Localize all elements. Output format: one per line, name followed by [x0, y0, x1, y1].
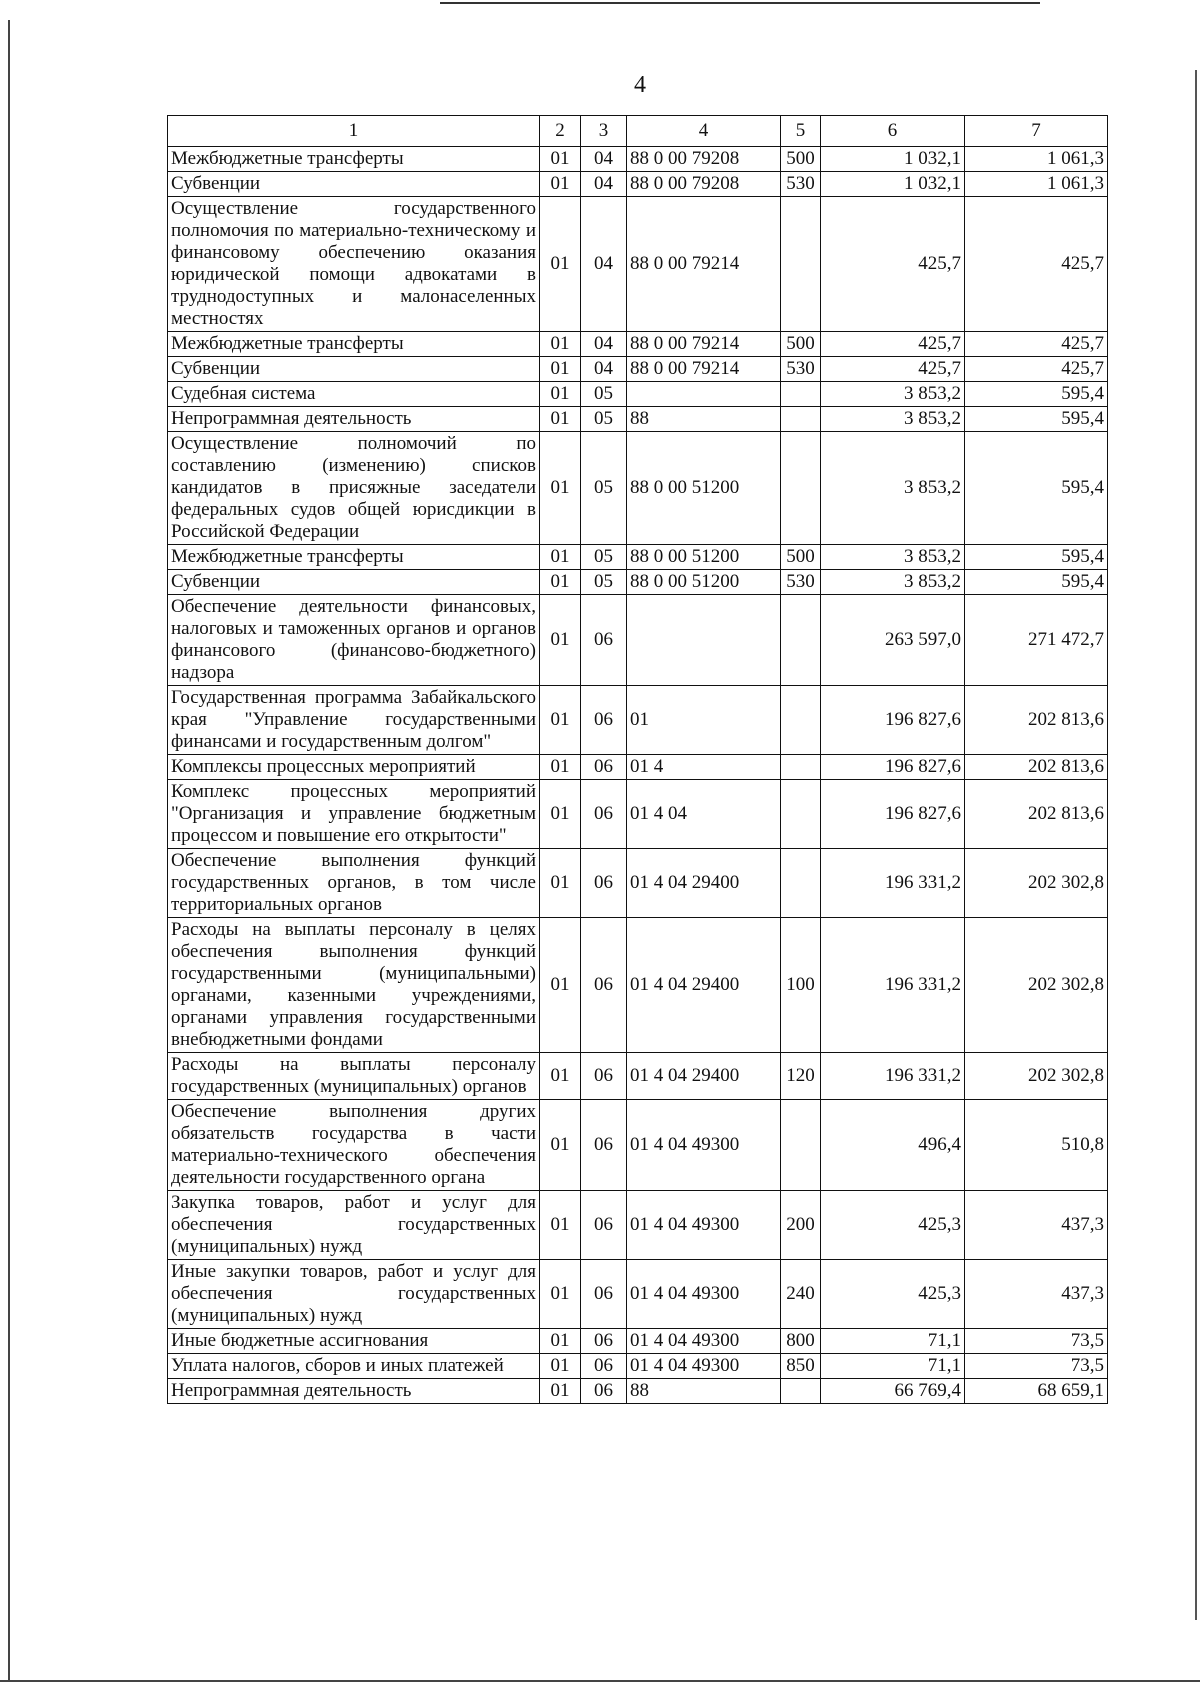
cell-target-article: 01 4 04: [627, 780, 781, 849]
cell-amount-year-1: 425,3: [821, 1260, 965, 1329]
cell-name: Закупка товаров, работ и услуг для обеспечения государственных (муниципальных) нужд: [168, 1191, 540, 1260]
cell-amount-year-2: 202 302,8: [965, 849, 1108, 918]
cell-target-article: 88 0 00 51200: [627, 545, 781, 570]
cell-section: 01: [540, 595, 581, 686]
cell-amount-year-2: 73,5: [965, 1354, 1108, 1379]
cell-expense-type: [781, 197, 821, 332]
cell-name: Осуществление государственного полномочия по материально-техническому и финансовому обеспечению оказания юридической помощи адвокатами в труднодоступных и малонаселенных местностях: [168, 197, 540, 332]
cell-subsection: 05: [581, 432, 627, 545]
header-col-6: 6: [821, 116, 965, 147]
cell-section: 01: [540, 755, 581, 780]
cell-subsection: 05: [581, 382, 627, 407]
cell-name: Иные закупки товаров, работ и услуг для обеспечения государственных (муниципальных) нужд: [168, 1260, 540, 1329]
cell-section: 01: [540, 382, 581, 407]
cell-amount-year-2: 510,8: [965, 1100, 1108, 1191]
table-row: [168, 849, 1108, 918]
cell-expense-type: 530: [781, 172, 821, 197]
cell-target-article: 88 0 00 79214: [627, 357, 781, 382]
table-row: [168, 332, 1108, 357]
table-row: [168, 1191, 1108, 1260]
cell-name: Осуществление полномочий по составлению (изменению) списков кандидатов в присяжные заседатели федеральных судов общей юрисдикции в Российской Федерации: [168, 432, 540, 545]
cell-section: 01: [540, 1053, 581, 1100]
cell-section: 01: [540, 918, 581, 1053]
cell-amount-year-2: 202 302,8: [965, 1053, 1108, 1100]
cell-name: Судебная система: [168, 382, 540, 407]
cell-expense-type: [781, 1100, 821, 1191]
cell-subsection: 04: [581, 357, 627, 382]
cell-name: Комплекс процессных мероприятий "Организация и управление бюджетным процессом и повышение его открытости": [168, 780, 540, 849]
table-row: [168, 382, 1108, 407]
table-row: [168, 1329, 1108, 1354]
cell-section: 01: [540, 357, 581, 382]
cell-amount-year-2: 595,4: [965, 432, 1108, 545]
table-row: [168, 755, 1108, 780]
cell-subsection: 06: [581, 1354, 627, 1379]
cell-target-article: 88 0 00 79214: [627, 197, 781, 332]
cell-expense-type: [781, 595, 821, 686]
cell-section: 01: [540, 432, 581, 545]
cell-expense-type: 500: [781, 147, 821, 172]
cell-target-article: 01 4 04 49300: [627, 1329, 781, 1354]
cell-expense-type: 120: [781, 1053, 821, 1100]
cell-section: 01: [540, 545, 581, 570]
cell-amount-year-2: 425,7: [965, 197, 1108, 332]
cell-subsection: 05: [581, 545, 627, 570]
table-row: [168, 1100, 1108, 1191]
cell-target-article: 88 0 00 79208: [627, 172, 781, 197]
cell-amount-year-1: 3 853,2: [821, 570, 965, 595]
cell-amount-year-1: 425,7: [821, 357, 965, 382]
cell-expense-type: [781, 382, 821, 407]
table-row: [168, 780, 1108, 849]
scan-edge-bottom: [0, 1680, 1200, 1682]
cell-amount-year-2: 437,3: [965, 1260, 1108, 1329]
table-row: [168, 918, 1108, 1053]
cell-amount-year-2: 595,4: [965, 382, 1108, 407]
cell-subsection: 06: [581, 1329, 627, 1354]
cell-target-article: [627, 595, 781, 686]
cell-name: Обеспечение выполнения функций государственных органов, в том числе территориальных органов: [168, 849, 540, 918]
table-row: [168, 357, 1108, 382]
budget-table: [167, 115, 1108, 1404]
table-row: [168, 686, 1108, 755]
cell-amount-year-2: 595,4: [965, 545, 1108, 570]
cell-expense-type: 100: [781, 918, 821, 1053]
cell-subsection: 06: [581, 849, 627, 918]
cell-name: Государственная программа Забайкальского края "Управление государственными финансами и государственным долгом": [168, 686, 540, 755]
cell-expense-type: [781, 849, 821, 918]
cell-target-article: 01 4 04 49300: [627, 1354, 781, 1379]
cell-section: 01: [540, 1354, 581, 1379]
cell-amount-year-2: 271 472,7: [965, 595, 1108, 686]
cell-name: Непрограммная деятельность: [168, 407, 540, 432]
cell-target-article: 88 0 00 79208: [627, 147, 781, 172]
cell-target-article: 01 4 04 29400: [627, 1053, 781, 1100]
cell-name: Непрограммная деятельность: [168, 1379, 540, 1404]
cell-subsection: 06: [581, 1100, 627, 1191]
cell-expense-type: 800: [781, 1329, 821, 1354]
cell-expense-type: [781, 755, 821, 780]
cell-subsection: 06: [581, 1053, 627, 1100]
cell-expense-type: 200: [781, 1191, 821, 1260]
cell-amount-year-1: 196 331,2: [821, 918, 965, 1053]
scan-edge-right: [1195, 70, 1197, 1620]
cell-section: 01: [540, 1100, 581, 1191]
cell-target-article: 01 4 04 29400: [627, 849, 781, 918]
table-row: [168, 172, 1108, 197]
cell-amount-year-2: 202 813,6: [965, 780, 1108, 849]
cell-name: Межбюджетные трансферты: [168, 147, 540, 172]
cell-section: 01: [540, 1379, 581, 1404]
cell-section: 01: [540, 197, 581, 332]
cell-amount-year-2: 595,4: [965, 570, 1108, 595]
table-row: [168, 570, 1108, 595]
cell-amount-year-2: 425,7: [965, 332, 1108, 357]
cell-subsection: 04: [581, 332, 627, 357]
header-col-2: 2: [540, 116, 581, 147]
cell-name: Уплата налогов, сборов и иных платежей: [168, 1354, 540, 1379]
page-number: 4: [634, 72, 646, 98]
cell-section: 01: [540, 570, 581, 595]
cell-section: 01: [540, 1260, 581, 1329]
cell-section: 01: [540, 1191, 581, 1260]
cell-target-article: 88 0 00 79214: [627, 332, 781, 357]
cell-section: 01: [540, 172, 581, 197]
cell-expense-type: [781, 407, 821, 432]
cell-target-article: 88: [627, 407, 781, 432]
table-row: [168, 1260, 1108, 1329]
cell-name: Межбюджетные трансферты: [168, 332, 540, 357]
table-row: [168, 432, 1108, 545]
cell-target-article: 01 4 04 49300: [627, 1191, 781, 1260]
cell-amount-year-1: 1 032,1: [821, 172, 965, 197]
cell-name: Субвенции: [168, 357, 540, 382]
cell-expense-type: 500: [781, 332, 821, 357]
cell-target-article: 01 4 04 49300: [627, 1260, 781, 1329]
table-row: [168, 1379, 1108, 1404]
cell-subsection: 06: [581, 780, 627, 849]
cell-amount-year-1: 425,3: [821, 1191, 965, 1260]
cell-target-article: 88 0 00 51200: [627, 432, 781, 545]
cell-amount-year-2: 68 659,1: [965, 1379, 1108, 1404]
table-row: [168, 197, 1108, 332]
cell-amount-year-2: 202 813,6: [965, 686, 1108, 755]
table-row: [168, 407, 1108, 432]
cell-amount-year-1: 3 853,2: [821, 432, 965, 545]
cell-amount-year-2: 1 061,3: [965, 172, 1108, 197]
cell-target-article: 01 4 04 29400: [627, 918, 781, 1053]
table-row: [168, 1053, 1108, 1100]
cell-amount-year-2: 595,4: [965, 407, 1108, 432]
cell-section: 01: [540, 780, 581, 849]
cell-amount-year-1: 3 853,2: [821, 545, 965, 570]
cell-expense-type: 500: [781, 545, 821, 570]
cell-amount-year-2: 202 813,6: [965, 755, 1108, 780]
cell-subsection: 05: [581, 407, 627, 432]
cell-section: 01: [540, 407, 581, 432]
header-col-3: 3: [581, 116, 627, 147]
cell-subsection: 06: [581, 686, 627, 755]
cell-section: 01: [540, 332, 581, 357]
table-body: [168, 147, 1108, 1404]
cell-target-article: 01: [627, 686, 781, 755]
cell-name: Расходы на выплаты персоналу в целях обеспечения выполнения функций государственными (муниципальными) органами, казенными учреждениями, органами управления государственными внебюджетными фондами: [168, 918, 540, 1053]
cell-expense-type: [781, 432, 821, 545]
cell-name: Обеспечение выполнения других обязательств государства в части материально-технического обеспечения деятельности государственного органа: [168, 1100, 540, 1191]
cell-amount-year-1: 71,1: [821, 1329, 965, 1354]
scan-edge-left: [8, 20, 10, 1680]
cell-target-article: [627, 382, 781, 407]
cell-amount-year-1: 425,7: [821, 332, 965, 357]
header-col-5: 5: [781, 116, 821, 147]
cell-subsection: 06: [581, 1379, 627, 1404]
cell-subsection: 06: [581, 595, 627, 686]
scan-edge-top: [440, 2, 1040, 4]
cell-amount-year-2: 202 302,8: [965, 918, 1108, 1053]
table-row: [168, 545, 1108, 570]
cell-amount-year-1: 196 331,2: [821, 1053, 965, 1100]
cell-amount-year-1: 196 827,6: [821, 780, 965, 849]
cell-name: Субвенции: [168, 172, 540, 197]
table-row: [168, 595, 1108, 686]
header-col-7: 7: [965, 116, 1108, 147]
cell-amount-year-1: 3 853,2: [821, 407, 965, 432]
cell-target-article: 88 0 00 51200: [627, 570, 781, 595]
cell-amount-year-1: 3 853,2: [821, 382, 965, 407]
cell-amount-year-1: 496,4: [821, 1100, 965, 1191]
cell-expense-type: 850: [781, 1354, 821, 1379]
cell-expense-type: [781, 780, 821, 849]
cell-expense-type: 530: [781, 357, 821, 382]
cell-target-article: 88: [627, 1379, 781, 1404]
table-header: [168, 116, 1108, 147]
cell-amount-year-2: 73,5: [965, 1329, 1108, 1354]
cell-subsection: 06: [581, 1191, 627, 1260]
table-row: [168, 147, 1108, 172]
cell-amount-year-1: 425,7: [821, 197, 965, 332]
cell-name: Расходы на выплаты персоналу государственных (муниципальных) органов: [168, 1053, 540, 1100]
cell-subsection: 06: [581, 1260, 627, 1329]
header-col-1: 1: [168, 116, 540, 147]
cell-section: 01: [540, 686, 581, 755]
cell-subsection: 06: [581, 755, 627, 780]
cell-amount-year-1: 1 032,1: [821, 147, 965, 172]
cell-target-article: 01 4: [627, 755, 781, 780]
cell-expense-type: 530: [781, 570, 821, 595]
header-row: [168, 116, 1108, 147]
cell-name: Комплексы процессных мероприятий: [168, 755, 540, 780]
cell-amount-year-1: 196 331,2: [821, 849, 965, 918]
cell-expense-type: [781, 686, 821, 755]
cell-amount-year-2: 425,7: [965, 357, 1108, 382]
cell-subsection: 04: [581, 197, 627, 332]
cell-section: 01: [540, 147, 581, 172]
cell-amount-year-2: 1 061,3: [965, 147, 1108, 172]
cell-name: Субвенции: [168, 570, 540, 595]
cell-amount-year-2: 437,3: [965, 1191, 1108, 1260]
cell-name: Межбюджетные трансферты: [168, 545, 540, 570]
cell-amount-year-1: 263 597,0: [821, 595, 965, 686]
cell-amount-year-1: 66 769,4: [821, 1379, 965, 1404]
cell-name: Обеспечение деятельности финансовых, налоговых и таможенных органов и органов финансового (финансово-бюджетного) надзора: [168, 595, 540, 686]
table-row: [168, 1354, 1108, 1379]
cell-subsection: 05: [581, 570, 627, 595]
cell-subsection: 04: [581, 147, 627, 172]
cell-section: 01: [540, 849, 581, 918]
cell-expense-type: 240: [781, 1260, 821, 1329]
cell-subsection: 06: [581, 918, 627, 1053]
cell-subsection: 04: [581, 172, 627, 197]
cell-amount-year-1: 71,1: [821, 1354, 965, 1379]
cell-name: Иные бюджетные ассигнования: [168, 1329, 540, 1354]
cell-amount-year-1: 196 827,6: [821, 755, 965, 780]
cell-section: 01: [540, 1329, 581, 1354]
header-col-4: 4: [627, 116, 781, 147]
cell-target-article: 01 4 04 49300: [627, 1100, 781, 1191]
cell-amount-year-1: 196 827,6: [821, 686, 965, 755]
cell-expense-type: [781, 1379, 821, 1404]
